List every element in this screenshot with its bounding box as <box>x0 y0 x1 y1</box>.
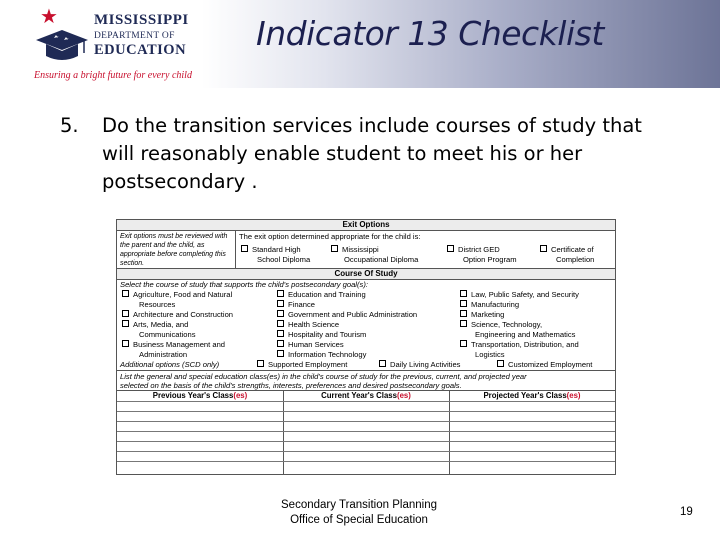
classes-instruction-1: List the general and special education class(es) in the child's course of study for the previous, current, and projected year <box>120 372 527 381</box>
exit-option-4 <box>540 245 594 254</box>
checkbox-icon <box>379 360 386 367</box>
additional-option: Supported Employment <box>268 360 348 369</box>
checkbox-icon <box>497 360 504 367</box>
checkbox-icon <box>122 320 129 327</box>
logo-line-3: EDUCATION <box>94 42 187 58</box>
exit-option-label: Completion <box>556 255 595 264</box>
course-option: Human Services <box>288 340 344 349</box>
checkbox-icon <box>257 360 264 367</box>
checkbox-icon <box>277 300 284 307</box>
course-of-study-prompt: Select the course of study that supports the child's postsecondary goal(s): <box>120 280 368 289</box>
question-number: 5. <box>60 114 79 137</box>
footer-line-1: Secondary Transition Planning <box>281 499 437 511</box>
logo-line-1: MISSISSIPPI <box>94 12 189 28</box>
checkbox-icon <box>277 330 284 337</box>
checkbox-icon <box>122 310 129 317</box>
checkbox-icon <box>122 290 129 297</box>
exit-option-2 <box>331 245 379 254</box>
checkbox-icon <box>122 340 129 347</box>
course-option: Business Management and <box>133 340 226 349</box>
question-text: Do the transition services include courses of study that will reasonably enable student to meet his or her postsecondary . <box>102 114 642 193</box>
exit-option-label: Option Program <box>463 255 517 264</box>
course-option: Administration <box>139 350 188 359</box>
exit-options-prompt: The exit option determined appropriate for the child is: <box>239 232 421 241</box>
graduation-cap-icon <box>34 26 90 64</box>
course-option: Health Science <box>288 320 340 329</box>
checkbox-icon <box>460 290 467 297</box>
footer <box>250 498 468 528</box>
course-option: Architecture and Construction <box>133 310 234 319</box>
classes-instruction-2: selected on the basis of the child's strengths, interests, preferences and desired postsecondary goals. <box>120 381 462 390</box>
exit-options-heading: Exit Options <box>117 220 615 231</box>
course-option: Communications <box>139 330 196 339</box>
exit-option-3 <box>447 245 500 254</box>
checkbox-icon <box>277 310 284 317</box>
logo-line-2: DEPARTMENT OF <box>94 31 175 41</box>
star-icon: ★ <box>40 4 58 28</box>
exit-option-label: Mississippi <box>342 245 379 254</box>
course-option: Marketing <box>471 310 505 319</box>
exit-option-label: School Diploma <box>257 255 311 264</box>
checkbox-icon <box>331 245 338 252</box>
exit-option-label: District GED <box>458 245 500 254</box>
course-option: Information Technology <box>288 350 367 359</box>
footer-line-2: Office of Special Education <box>290 514 428 526</box>
course-option: Finance <box>288 300 316 309</box>
course-option: Transportation, Distribution, and <box>471 340 579 349</box>
exit-option-label: Occupational Diploma <box>344 255 419 264</box>
iep-form-image <box>116 219 616 475</box>
additional-options-label: Additional options (SCD only) <box>120 360 220 369</box>
course-option: Science, Technology, <box>471 320 543 329</box>
checkbox-icon <box>277 290 284 297</box>
checkbox-icon <box>241 245 248 252</box>
exit-option-1 <box>241 245 301 254</box>
checkbox-icon <box>277 320 284 327</box>
additional-option: Customized Employment <box>508 360 593 369</box>
course-option: Engineering and Mathematics <box>475 330 576 339</box>
checkbox-icon <box>277 350 284 357</box>
page-number: 19 <box>680 506 693 518</box>
course-option: Law, Public Safety, and Security <box>471 290 579 299</box>
checkbox-icon <box>460 310 467 317</box>
column-previous-year: Previous Year's Class(es) <box>152 391 248 400</box>
checkbox-icon <box>277 340 284 347</box>
course-option: Education and Training <box>288 290 366 299</box>
course-option: Resources <box>139 300 176 309</box>
checkbox-icon <box>447 245 454 252</box>
column-current-year: Current Year's Class(es) <box>321 391 411 400</box>
course-option: Agriculture, Food and Natural <box>133 290 233 299</box>
course-option: Logistics <box>475 350 505 359</box>
course-option: Government and Public Administration <box>288 310 418 319</box>
course-option: Arts, Media, and <box>133 320 189 329</box>
slide-title: Indicator 13 Checklist <box>256 14 604 53</box>
checkbox-icon <box>460 340 467 347</box>
checkbox-icon <box>460 320 467 327</box>
course-of-study-heading: Course Of Study <box>117 268 615 280</box>
course-option: Manufacturing <box>471 300 520 309</box>
column-projected-year: Projected Year's Class(es) <box>483 391 581 400</box>
mde-logo <box>32 4 222 84</box>
checkbox-icon <box>540 245 547 252</box>
exit-option-label: Certificate of <box>551 245 594 254</box>
additional-option: Daily Living Activities <box>390 360 461 369</box>
logo-tagline: Ensuring a bright future for every child <box>34 70 192 81</box>
exit-option-label: Standard High <box>252 245 301 254</box>
exit-options-note: Exit options must be reviewed with the parent and the child, as appropriate before completing this section. <box>120 233 228 267</box>
course-option: Hospitality and Tourism <box>288 330 367 339</box>
checkbox-icon <box>460 300 467 307</box>
